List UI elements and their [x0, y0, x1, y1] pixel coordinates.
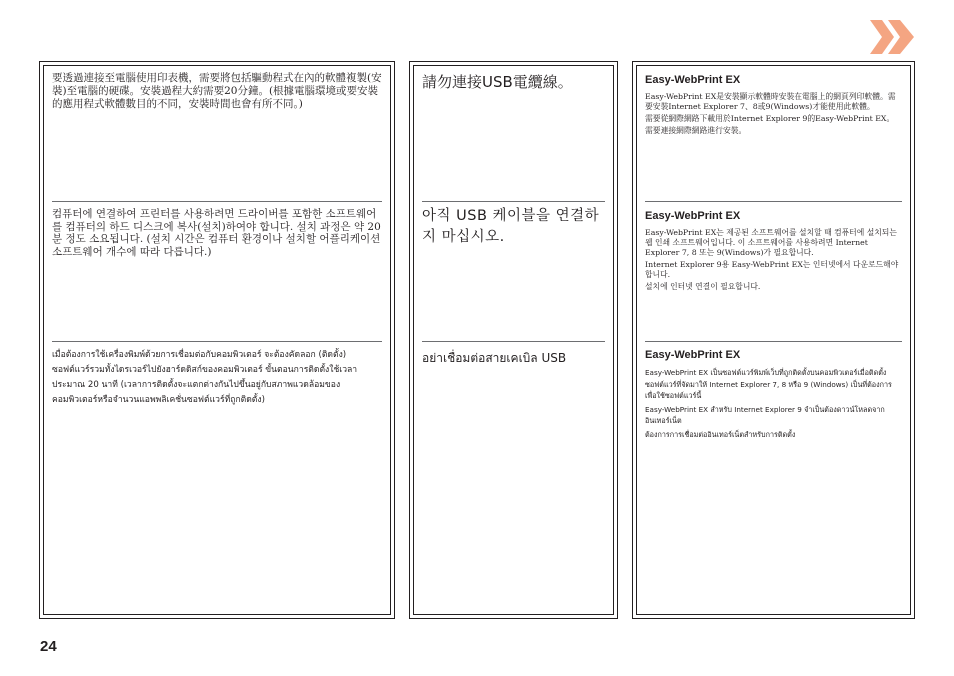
page-number: 24 [40, 638, 57, 655]
easy-webprint-korean [645, 209, 902, 294]
info-line: Easy-WebPrint EX는 제공된 소프트웨어를 설치할 때 컴퓨터에 설치되는 웹 인쇄 소프트웨어입니다. 이 소프트웨어를 사용하려면 Internet Explorer 7, 8 또는 9(Windows)가 필요합니다. [645, 228, 897, 257]
info-line: 需要從網際網路下載用於Internet Explorer 9的Easy-WebPrint EX。 [645, 114, 895, 123]
divider [422, 341, 605, 342]
usb-warning-thai [422, 350, 605, 366]
usb-warning-korean [422, 206, 605, 248]
divider [422, 201, 605, 202]
info-line: Internet Explorer 9용 Easy-WebPrint EX는 인터넷에서 다운로드해야 합니다. [645, 260, 899, 279]
info-line: Easy-WebPrint EX เป็นซอฟต์แวร์พิมพ์เว็บที่ถูกติดตั้งบนคอมพิวเตอร์เมื่อติดตั้งซอฟต์แวร์ที่จัดมาให้ Internet Explorer 7, 8 หรือ 9 (Windows) เป็นที่ต้องการเพื่อใช้ซอฟต์แวร์นี้ [645, 368, 892, 400]
divider [52, 201, 382, 202]
usb-warning-zh: 請勿連接USB電纜線。 [422, 73, 573, 91]
info-line: ต้องการการเชื่อมต่ออินเทอร์เน็ตสำหรับการติดตั้ง [645, 429, 796, 439]
section-title: Easy-WebPrint EX [645, 349, 741, 361]
section-title: Easy-WebPrint EX [645, 74, 741, 86]
intro-paragraph-ko: 컴퓨터에 연결하여 프린터를 사용하려면 드라이버를 포함한 소프트웨어를 컴퓨터의 하드 디스크에 복사(설치)하여야 합니다. 설치 과정은 약 20분 정도 소요됩니다. (설치 시간은 컴퓨터 환경이나 설치할 어플리케이션 소프트웨어 개수에 따라 다릅니다.) [52, 208, 381, 258]
usb-warning-panel [409, 61, 618, 619]
usb-warning-th: อย่าเชื่อมต่อสายเคเบิล USB [422, 351, 567, 365]
info-line: Easy-WebPrint EX是安裝顯示軟體時安裝在電腦上的網頁列印軟體。需要安裝Internet Explorer 7、8或9(Windows)才能使用此軟體。 [645, 92, 896, 111]
easy-webprint-panel [632, 61, 915, 619]
intro-panel [39, 61, 395, 619]
easy-webprint-panel-inner-border [636, 65, 911, 615]
intro-paragraph-zh: 要透過連接至電腦使用印表機，需要將包括驅動程式在內的軟體複製(安裝)至電腦的硬碟。安裝過程大約需要20分鐘。(根據電腦環境或要安裝的應用程式軟體數目的不同，安裝時間也會有所不同。) [52, 72, 382, 110]
usb-warning-panel-inner-border [413, 65, 614, 615]
divider [52, 341, 382, 342]
intro-text-thai [52, 348, 382, 408]
easy-webprint-chinese [645, 73, 902, 138]
info-line: Easy-WebPrint EX สำหรับ Internet Explorer 9 จำเป็นต้องดาวน์โหลดจากอินเทอร์เน็ต [645, 404, 885, 425]
intro-paragraph-th: เมื่อต้องการใช้เครื่องพิมพ์ด้วยการเชื่อมต่อกับคอมพิวเตอร์ จะต้องคัดลอก (ติดตั้ง) ซอฟต์แวร์รวมทั้งไดรเวอร์ไปยังฮาร์ดดิสก์ของคอมพิวเตอร์ ขั้นตอนการติดตั้งใช้เวลาประมาณ 20 นาที (เวลาการติดตั้งจะแตกต่างกันไปขึ้นอยู่กับสภาพแวดล้อมของคอมพิวเตอร์หรือจำนวนแอพพลิเคชั่นซอฟต์แวร์ที่ถูกติดตั้ง) [52, 350, 358, 405]
easy-webprint-thai [645, 348, 902, 442]
info-line: 설치에 인터넷 연결이 필요합니다. [645, 282, 761, 291]
info-line: 需要連接網際網路進行安裝。 [645, 126, 747, 135]
divider [645, 201, 902, 202]
intro-text-chinese [52, 72, 382, 111]
usb-warning-ko: 아직 USB 케이블을 연결하지 마십시오. [422, 208, 600, 245]
divider [645, 341, 902, 342]
intro-text-korean [52, 208, 382, 258]
double-chevron-right-icon [868, 18, 918, 56]
section-title: Easy-WebPrint EX [645, 210, 741, 222]
usb-warning-chinese [422, 72, 605, 92]
intro-panel-inner-border [43, 65, 391, 615]
